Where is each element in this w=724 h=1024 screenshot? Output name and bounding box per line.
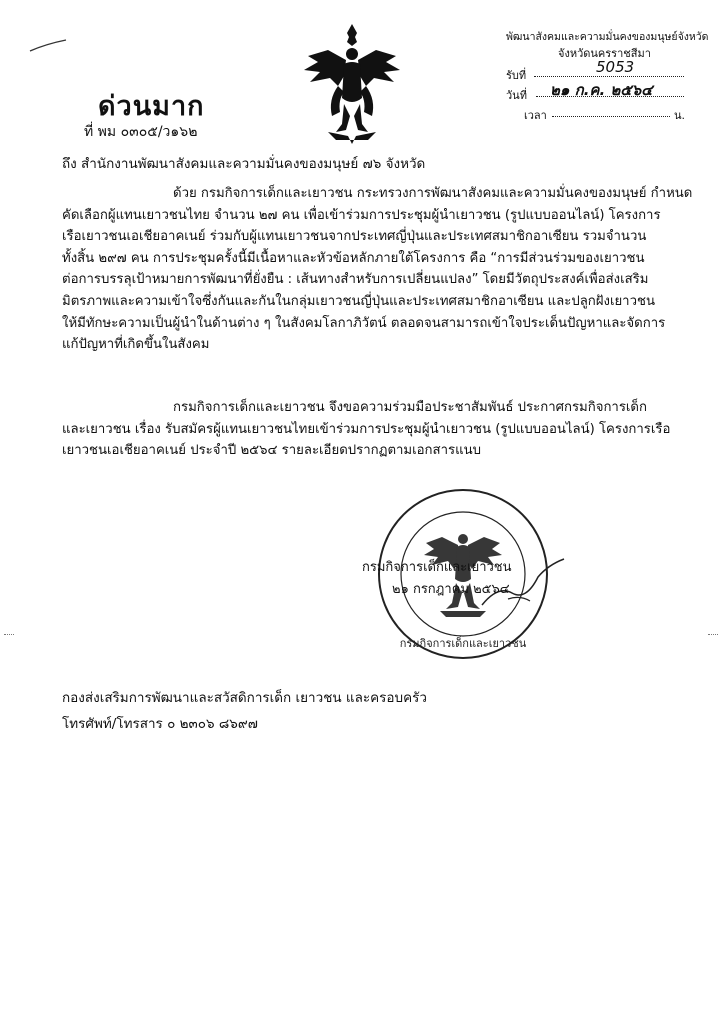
footer-phone: โทรศัพท์/โทรสาร ๐ ๒๓๐๖ ๘๖๙๗ xyxy=(62,716,258,732)
stamp-province-line: จังหวัดนครราชสีมา xyxy=(558,47,651,60)
stamp-receive-label: รับที่ xyxy=(506,69,527,82)
urgency-label: ด่วนมาก xyxy=(98,91,205,122)
pen-mark xyxy=(28,38,68,54)
paragraph-line: เยาวชนเอเชียอาคเนย์ ประจำปี ๒๕๖๔ รายละเอียดปรากฏตามเอกสารแนบ xyxy=(62,443,481,459)
garuda-emblem-icon xyxy=(298,20,406,145)
scan-edge-mark xyxy=(708,634,718,635)
paragraph-line: ต่อการบรรลุเป้าหมายการพัฒนาที่ยั่งยืน : เส้นทางสำหรับการเปลี่ยนแปลง” โดยมีวัตถุประสงค์เพื่อส่งเสริม xyxy=(62,272,649,288)
stamp-receive-number: 5053 xyxy=(596,58,635,76)
document-number: ที่ พม ๐๓๐๕/ว๑๖๒ xyxy=(84,124,198,140)
paragraph-line: เรือเยาวชนเอเชียอาคเนย์ ร่วมกับผู้แทนเยาวชนจากประเทศญี่ปุ่นและประเทศสมาชิกอาเซียน รวมจำนวน xyxy=(62,229,647,245)
paragraph-line: และเยาวชน เรื่อง รับสมัครผู้แทนเยาวชนไทยเข้าร่วมการประชุมผู้นำเยาวชน (รูปแบบออนไลน์) โครงการเรือ xyxy=(62,421,671,437)
paragraph-line: ให้มีทักษะความเป็นผู้นำในด้านต่าง ๆ ในสังคมโลกาภิวัตน์ ตลอดจนสามารถเข้าใจประเด็นปัญหาและจัดการ xyxy=(62,315,666,331)
paragraph-line: ด้วย กรมกิจการเด็กและเยาวชน กระทรวงการพัฒนาสังคมและความมั่นคงของมนุษย์ กำหนด xyxy=(173,186,693,201)
stamp-date-value: ๒๑ ก.ค. ๒๕๖๔ xyxy=(550,81,653,99)
body-paragraph-1 xyxy=(62,183,693,356)
scan-edge-mark xyxy=(4,634,14,635)
receipt-stamp xyxy=(500,20,710,120)
stamp-office-line: พัฒนาสังคมและความมั่นคงของมนุษย์จังหวัด xyxy=(506,31,709,43)
signing-date: ๒๑ กรกฎาคม ๒๕๖๔ xyxy=(392,582,510,597)
signing-organization: กรมกิจการเด็กและเยาวชน xyxy=(362,560,512,575)
stamp-receive-underline xyxy=(534,76,684,77)
body-paragraph-2 xyxy=(62,397,671,462)
addressee-line: ถึง สำนักงานพัฒนาสังคมและความมั่นคงของมนุษย์ ๗๖ จังหวัด xyxy=(62,156,426,172)
stamp-time-label: เวลา xyxy=(524,109,547,122)
stamp-time-suffix: น. xyxy=(674,109,686,122)
footer-division: กองส่งเสริมการพัฒนาและสวัสดิการเด็ก เยาวชน และครอบครัว xyxy=(62,690,427,706)
stamp-time-underline xyxy=(552,116,670,117)
seal-text: กรมกิจการเด็กและเยาวชน xyxy=(399,637,527,650)
paragraph-line: กรมกิจการเด็กและเยาวชน จึงขอความร่วมมือประชาสัมพันธ์ ประกาศกรมกิจการเด็ก xyxy=(173,400,647,415)
stamp-date-label: วันที่ xyxy=(506,89,527,102)
paragraph-line: ทั้งสิ้น ๒๙๗ คน การประชุมครั้งนี้มีเนื้อหาและหัวข้อหลักภายใต้โครงการ คือ “การมีส่วนร่วมของเยาวชน xyxy=(62,250,645,266)
paragraph-line: แก้ปัญหาที่เกิดขึ้นในสังคม xyxy=(62,337,210,353)
paragraph-line: มิตรภาพและความเข้าใจซึ่งกันและกันในกลุ่มเยาวชนญี่ปุ่นและประเทศสมาชิกอาเซียน และปลูกฝังเยาวชน xyxy=(62,293,655,309)
paragraph-line: คัดเลือกผู้แทนเยาวชนไทย จำนวน ๒๗ คน เพื่อเข้าร่วมการประชุมผู้นำเยาวชน (รูปแบบออนไลน์) โครงการ xyxy=(62,207,661,223)
